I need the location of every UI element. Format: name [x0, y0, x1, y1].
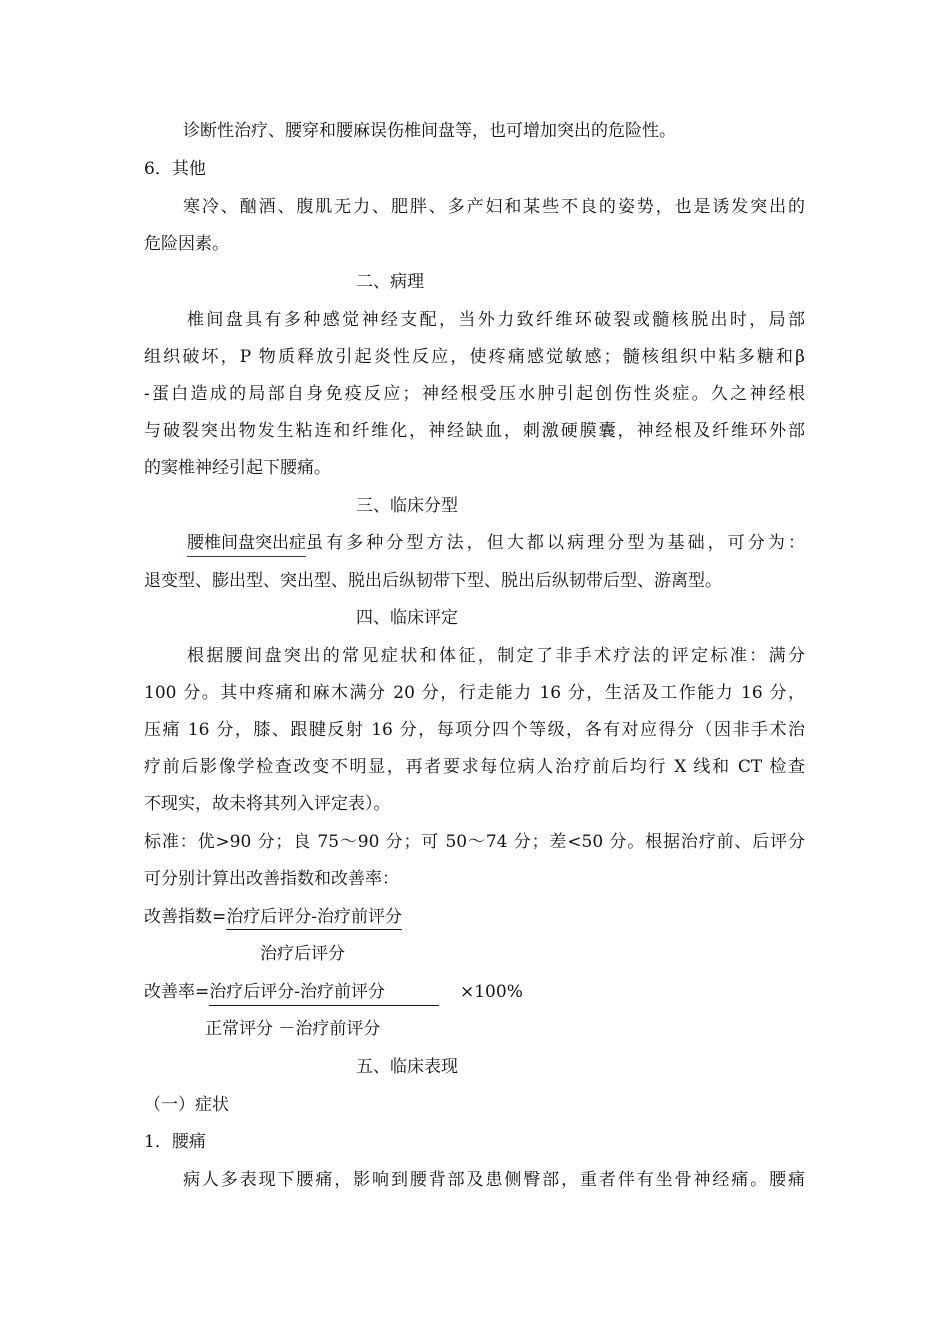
paragraph-pathology-line-4: 与破裂突出物发生粘连和纤维化，神经缺血，刺激硬膜囊，神经根及纤维环外部	[144, 421, 805, 441]
formula-improvement-index	[144, 906, 402, 928]
formula-index-label: 改善指数=	[144, 907, 227, 927]
heading-back-pain: 1．腰痛	[144, 1132, 206, 1152]
paragraph-evaluation-line-1: 根据腰间盘突出的常见症状和体征，制定了非手术疗法的评定标准：满分	[187, 646, 805, 666]
formula-improvement-rate	[144, 981, 439, 1006]
paragraph-criteria-line-1: 标准：优>90 分；良 75～90 分；可 50～74 分；差<50 分。根据治疗前、后评分	[144, 832, 805, 852]
paragraph-evaluation-line-4: 疗前后影像学检查改变不明显，再者要求每位病人治疗前后均行 X 线和 CT 检查	[144, 757, 805, 777]
paragraph-criteria-line-2: 可分别计算出改善指数和改善率：	[144, 869, 399, 889]
section-title-evaluation: 四、临床评定	[356, 608, 458, 628]
section-title-clinical-manifestations: 五、临床表现	[356, 1057, 458, 1077]
heading-symptoms: （一）症状	[144, 1095, 229, 1115]
section-title-classification: 三、临床分型	[356, 496, 458, 516]
paragraph-evaluation-line-2: 100 分。其中疼痛和麻木满分 20 分，行走能力 16 分，生活及工作能力 16 分，	[144, 683, 805, 703]
classification-text: 虽有多种分型方法，但大都以病理分型为基础，可分为：	[306, 533, 805, 553]
paragraph-classification-line-1	[187, 532, 805, 557]
formula-index-denominator: 治疗后评分	[260, 944, 345, 964]
paragraph-evaluation-line-5: 不现实，故未将其列入评定表）。	[144, 794, 391, 814]
paragraph-cause-5-end: 诊断性治疗、腰穿和腰麻误伤椎间盘等，也可增加突出的危险性。	[183, 121, 676, 141]
formula-rate-numerator: 治疗后评分-治疗前评分	[209, 981, 439, 1006]
paragraph-evaluation-line-3: 压痛 16 分，膝、跟腱反射 16 分，每项分四个等级，各有对应得分（因非手术治	[144, 720, 805, 740]
paragraph-classification-line-2: 退变型、膨出型、突出型、脱出后纵韧带下型、脱出后纵韧带后型、游离型。	[144, 571, 722, 591]
paragraph-other-line-1: 寒冷、酗酒、腹肌无力、肥胖、多产妇和某些不良的姿势，也是诱发突出的	[183, 197, 805, 217]
paragraph-pathology-line-5: 的窦椎神经引起下腰痛。	[144, 458, 331, 478]
formula-rate-label: 改善率=	[144, 982, 210, 1002]
paragraph-other-line-2: 危险因素。	[144, 234, 229, 254]
disease-term-link[interactable]: 腰椎间盘突出症	[187, 532, 306, 557]
formula-index-numerator: 治疗后评分-治疗前评分	[226, 907, 402, 930]
paragraph-back-pain-line-1: 病人多表现下腰痛，影响到腰背部及患侧臀部，重者伴有坐骨神经痛。腰痛	[183, 1170, 805, 1190]
paragraph-pathology-line-3: -蛋白造成的局部自身免疫反应；神经根受压水肿引起创伤性炎症。久之神经根	[144, 384, 805, 404]
formula-rate-multiplier: ×100%	[460, 982, 523, 1002]
formula-rate-denominator: 正常评分 －治疗前评分	[205, 1019, 381, 1039]
paragraph-pathology-line-2: 组织破坏，P 物质释放引起炎性反应，使疼痛感觉敏感；髓核组织中粘多糖和β	[144, 347, 805, 367]
section-title-pathology: 二、病理	[356, 272, 424, 292]
paragraph-pathology-line-1: 椎间盘具有多种感觉神经支配，当外力致纤维环破裂或髓核脱出时，局部	[187, 310, 805, 330]
heading-other: 6．其他	[144, 159, 206, 179]
